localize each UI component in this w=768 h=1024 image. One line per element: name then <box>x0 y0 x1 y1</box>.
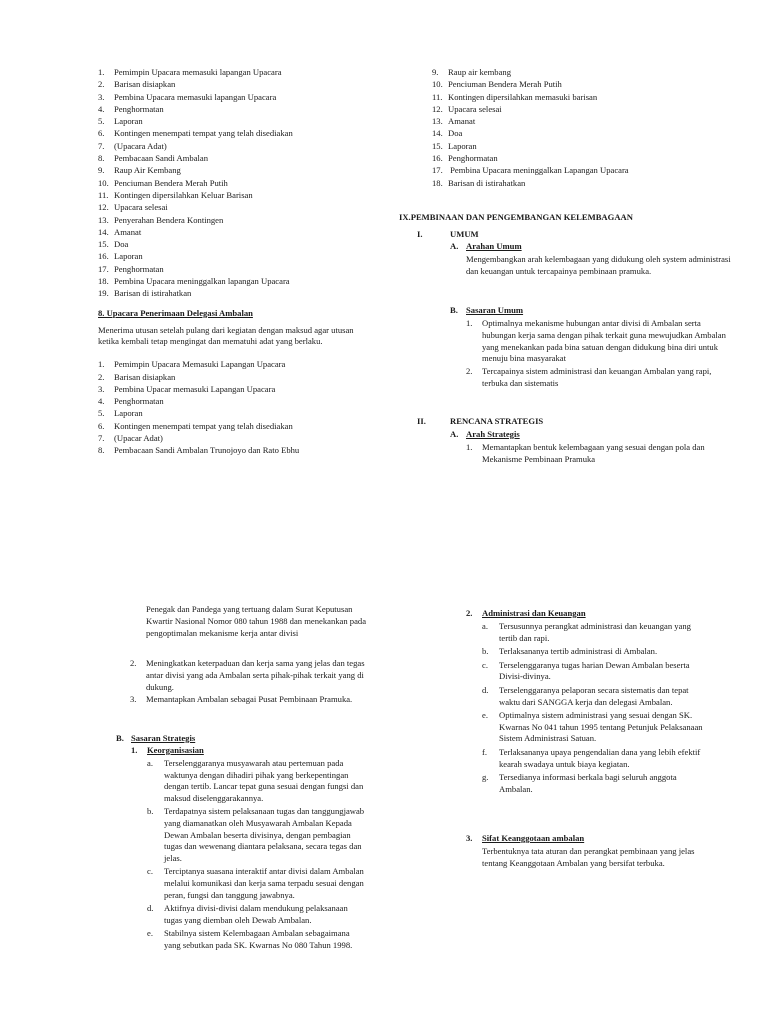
list-item-number: 14. <box>432 128 443 139</box>
sub-list-item <box>482 621 706 644</box>
list-item-number: 13. <box>98 214 109 225</box>
list-item-number: 6. <box>98 420 105 431</box>
sub-list-item <box>482 710 706 745</box>
section-ii-number: II. <box>417 416 426 426</box>
list-item-text: Pembina Upacar memasuki Lapangan Upacara <box>114 383 276 394</box>
list-item-text: Barisan disiapkan <box>114 371 176 382</box>
sub-list-marker: b. <box>147 806 154 817</box>
list-item-number: 4. <box>98 396 105 407</box>
list-item-text: (Upacara Adat) <box>114 140 167 151</box>
sub-list-item <box>482 660 706 683</box>
list-item <box>98 238 366 250</box>
list-item-text: Pemimpin Upacara Memasuki Lapangan Upacara <box>114 359 286 370</box>
list-item-number: 2. <box>466 366 473 377</box>
list-item <box>130 658 368 693</box>
list-item-text: Pemimpin Upacara memasuki lapangan Upacara <box>114 67 282 77</box>
list-item <box>466 366 731 390</box>
keorganisasian-label: 1. <box>131 745 138 755</box>
sasaran-umum-title: Sasaran Umum <box>466 305 524 315</box>
list-item-number: 4. <box>98 103 105 114</box>
list-item-number: 13. <box>432 116 443 127</box>
list-item-number: 5. <box>98 408 105 419</box>
sub-list-marker: a. <box>147 758 153 768</box>
section-i-number: I. <box>417 229 423 239</box>
sub-list-marker: c. <box>482 659 488 670</box>
list-item <box>466 442 731 466</box>
section8-paragraph: Menerima utusan setelah pulang dari kegiatan dengan maksud agar utusan ketika kembali tetap mengingat dan mematuhi adat yang berlaku. <box>98 324 354 347</box>
list-item <box>432 177 732 189</box>
list-item <box>432 78 732 90</box>
list-item <box>98 383 366 395</box>
list-item-text: Doa <box>114 239 129 250</box>
list-item-number: 15. <box>98 239 109 250</box>
sub-list-marker: c. <box>147 866 153 877</box>
list-item-number: 7. <box>98 433 105 444</box>
list-item-number: 18. <box>432 177 443 188</box>
list-item <box>432 115 732 127</box>
sasaran-strategis-label: B. <box>116 733 124 743</box>
list-item-number: 19. <box>98 288 109 299</box>
keorganisasian-title: Keorganisasian <box>147 745 204 755</box>
list-item-text: Penciuman Bendera Merah Putih <box>448 79 562 90</box>
list-item <box>98 177 366 189</box>
list-item <box>98 432 366 444</box>
list-item-number: 1. <box>466 318 473 328</box>
list-item <box>98 371 366 383</box>
list-item-number: 11. <box>98 189 109 200</box>
keorganisasian-list <box>147 758 368 954</box>
sub-list-text: Terciptanya suasana interaktif antar divisi dalam Ambalan melalui komunikasi dan kerja sama terpadu sesuai dengan peran, fungsi dan tanggung jawabnya. <box>164 866 364 900</box>
list-item-text: Raup Air Kembang <box>114 165 181 176</box>
arahan-umum-title: Arahan Umum <box>466 241 522 251</box>
list-item-number: 3. <box>98 91 105 102</box>
list-item <box>432 66 732 78</box>
list-item-number: 5. <box>98 116 105 127</box>
list-item-number: 2. <box>130 658 137 668</box>
sub-list-marker: d. <box>482 684 489 695</box>
list-item-number: 2. <box>98 79 105 90</box>
list-item-text: Amanat <box>448 116 476 127</box>
list-item-text: Laporan <box>114 116 143 127</box>
list-item-number: 7. <box>98 140 105 151</box>
section-i-title: UMUM <box>450 229 479 239</box>
list-item-text: Penghormatan <box>114 263 164 274</box>
list-item-number: 2. <box>98 371 105 382</box>
list-item-number: 17. <box>98 263 109 274</box>
list-item <box>98 263 366 275</box>
list-item-text: Upacara selesai <box>448 103 502 114</box>
list-item-text: Memantapkan bentuk kelembagaan yang sesuai dengan pola dan Mekanisme Pembinaan Pramuka <box>482 442 705 464</box>
ceremony-list-a <box>98 66 366 300</box>
list-item-number: 10. <box>432 79 443 90</box>
sub-list-item <box>482 772 706 795</box>
sub-list-marker: g. <box>482 772 489 783</box>
sub-list-text: Optimalnya sistem administrasi yang sesuai dengan SK. Kwarnas No 041 tahun 1995 tentang Petunjuk Pelaksanaan Sistem Administrasi Satuan. <box>499 710 703 744</box>
list-item <box>98 358 366 370</box>
ceremony-list-c <box>432 66 732 189</box>
list-item-text: (Upacar Adat) <box>114 433 163 444</box>
list-item-text: Memantapkan Ambalan sebagai Pusat Pembinaan Pramuka. <box>146 694 353 705</box>
sub-list-item <box>147 866 368 901</box>
list-item-text: Pembina Upacara memasuki lapangan Upacara <box>114 91 277 102</box>
arah-strategis-label: A. <box>450 429 459 439</box>
list-item <box>98 214 366 226</box>
list-item <box>98 201 366 213</box>
sub-list-marker: b. <box>482 646 489 657</box>
list-item-text: Laporan <box>114 408 143 419</box>
list-item <box>98 66 366 78</box>
sub-list-text: Tersusunnya perangkat administrasi dan keuangan yang tertib dan rapi. <box>499 621 691 643</box>
administrasi-label: 2. <box>466 608 473 618</box>
list-item <box>432 91 732 103</box>
list-item-text: Tercapainya sistem administrasi dan keuangan Ambalan yang rapi, terbuka dan sistematis <box>482 366 712 388</box>
page1-right-column <box>432 66 732 189</box>
list-item <box>432 127 732 139</box>
sub-list-item <box>147 758 368 804</box>
list-item <box>98 127 366 139</box>
keanggotaan-label: 3. <box>466 833 473 843</box>
sub-list-marker: e. <box>482 710 488 721</box>
sub-list-item <box>482 747 706 770</box>
list-item-text: Laporan <box>448 140 477 151</box>
list-item-number: 1. <box>98 359 105 370</box>
sub-list-item <box>482 685 706 708</box>
arah-strategis-list <box>466 442 731 467</box>
sub-list-item <box>147 928 368 951</box>
list-item <box>98 250 366 262</box>
continued-paragraph: Penegak dan Pandega yang tertuang dalam Surat Keputusan Kwartir Nasional Nomor 080 tahun 1988 dan menekankan pada pengoptimalan mekanisme kerja antar divisi <box>146 604 367 638</box>
sub-list-text: Terselenggaranya tugas harian Dewan Ambalan beserta Divisi-divinya. <box>499 659 690 682</box>
list-item-number: 3. <box>98 383 105 394</box>
list-item <box>98 395 366 407</box>
section8-title: 8. Upacara Penerimaan Delegasi Ambalan <box>98 307 253 318</box>
list-item <box>98 91 366 103</box>
list-item-text: Doa <box>448 128 463 139</box>
list-item <box>98 420 366 432</box>
list-item <box>98 287 366 299</box>
list-item-text: Penghormatan <box>448 153 498 164</box>
list-item-text: Penghormatan <box>114 396 164 407</box>
arahan-umum-paragraph: Mengembangkan arah kelembagaan yang didukung oleh system administrasi dan keuangan untuk tercapainya pembinaan pramuka. <box>466 254 731 276</box>
list-item <box>98 164 366 176</box>
list-item-number: 1. <box>98 67 105 77</box>
list-item-number: 8. <box>98 445 105 456</box>
sub-list-item <box>147 903 368 926</box>
sub-list-text: Terlaksananya tertib administrasi di Ambalan. <box>499 646 658 657</box>
sasaran-strategis-title: Sasaran Strategis <box>131 733 196 743</box>
section-ix-title: IX.PEMBINAAN DAN PENGEMBANGAN KELEMBAGAAN <box>399 212 633 222</box>
list-item-text: Kontingen menempati tempat yang telah disediakan <box>114 128 293 139</box>
list-item <box>98 140 366 152</box>
list-item-number: 15. <box>432 140 443 151</box>
list-item-text: Penghormatan <box>114 103 164 114</box>
list-item-number: 12. <box>98 202 109 213</box>
list-item-text: Barisan disiapkan <box>114 79 176 90</box>
list-item-text: Kontingen dipersilahkan Keluar Barisan <box>114 189 253 200</box>
list-item-number: 10. <box>98 177 109 188</box>
list-item-number: 17. <box>432 165 443 176</box>
list-item-text: Penciuman Bendera Merah Putih <box>114 177 228 188</box>
list-item-text: Laporan <box>114 251 143 262</box>
list-item-text: Amanat <box>114 226 142 237</box>
list-item-number: 9. <box>432 67 439 77</box>
list-item <box>130 694 368 706</box>
administrasi-title: Administrasi dan Keuangan <box>482 608 586 618</box>
list-item-text: Penyerahan Bendera Kontingen <box>114 214 224 225</box>
ceremony-list-b <box>98 358 366 456</box>
sasaran-umum-label: B. <box>450 305 458 315</box>
list-item <box>432 152 732 164</box>
list-item-number: 1. <box>466 442 473 452</box>
list-item <box>432 140 732 152</box>
list-item-text: Barisan di istirahatkan <box>114 288 192 299</box>
list-item-number: 8. <box>98 153 105 164</box>
sub-list-text: Terselenggaranya pelaporan secara sistematis dan tepat waktu dari SANGGA kerja dan delegasi Ambalan. <box>499 684 689 707</box>
list-item <box>432 103 732 115</box>
sasaran-umum-list <box>466 318 731 391</box>
list-item-number: 16. <box>98 251 109 262</box>
list-item-text: Optimalnya mekanisme hubungan antar divisi di Ambalan serta hubungan kerja sama dengan pihak terkait guna mewujudkan Ambalan yang menekankan pada bina satuan dengan didukung bina diri untuk menuju bina masyarakat <box>482 318 726 364</box>
sub-list-text: Terlaksananya upaya pengendalian dana yang lebih efektif kearah swadaya untuk biaya kegiatan. <box>499 746 701 769</box>
list-item-text: Pembacaan Sandi Ambalan Trunojoyo dan Rato Ebhu <box>114 445 300 456</box>
sub-list-marker: d. <box>147 903 154 914</box>
list-item-number: 6. <box>98 128 105 139</box>
sub-list-marker: a. <box>482 621 488 631</box>
list-item-text: Pembina Upacara meninggalkan Lapangan Upacara <box>448 165 629 176</box>
list-item-text: Kontingen dipersilahkan memasuki barisan <box>448 91 598 102</box>
list-item <box>98 103 366 115</box>
keanggotaan-paragraph: Terbentuknya tata aturan dan perangkat pembinaan yang jelas tentang Keanggotaan Ambalan yang bersifat terbuka. <box>482 846 695 868</box>
list-item-text: Raup air kembang <box>448 67 512 77</box>
sub-list-text: Tersedianya informasi berkala bagi seluruh anggota Ambalan. <box>499 772 677 794</box>
arah-strategis-title: Arah Strategis <box>466 429 520 439</box>
list-item-text: Meningkatkan keterpaduan dan kerja sama yang jelas dan tegas antar divisi yang ada Ambalan serta pihak-pihak terkait yang di dukung. <box>146 658 365 692</box>
list-item-number: 14. <box>98 226 109 237</box>
sub-list-text: Stabilnya sistem Kelembagaan Ambalan sebagaimana yang sebutkan pada SK. Kwarnas No 080 Tahun 1998. <box>164 928 353 950</box>
sub-list-item <box>147 806 368 864</box>
list-item-text: Upacara selesai <box>114 202 168 213</box>
list-item <box>98 78 366 90</box>
list-item-number: 11. <box>432 91 443 102</box>
arah-strategis-continued-list <box>130 658 368 707</box>
list-item-number: 3. <box>130 694 137 705</box>
sub-list-text: Aktifnya divisi-divisi dalam mendukung pelaksanaan tugas yang diemban oleh Dewab Ambalan. <box>164 903 348 925</box>
list-item <box>432 164 732 176</box>
list-item <box>98 275 366 287</box>
list-item-text: Pembina Upacara meninggalkan lapangan Upacara <box>114 276 290 287</box>
arahan-umum-label: A. <box>450 241 459 251</box>
sub-list-text: Terdapatnya sistem pelaksanaan tugas dan tanggungjawab yang diamanatkan oleh Musyawarah Ambalan Kepada Dewan Ambalan beserta divisinya, dengan pembagian tugas dan wewenang diantara pelaksana, secara tegas dan jelas. <box>164 806 365 863</box>
sub-list-marker: e. <box>147 928 153 939</box>
list-item <box>98 189 366 201</box>
page1-left-column <box>98 66 366 457</box>
sub-list-marker: f. <box>482 746 488 757</box>
list-item <box>98 226 366 238</box>
keanggotaan-title: Sifat Keanggotaan ambalan <box>482 833 585 843</box>
list-item-number: 9. <box>98 165 105 176</box>
list-item-text: Barisan di istirahatkan <box>448 177 526 188</box>
list-item <box>466 318 731 365</box>
list-item <box>98 407 366 419</box>
section-ii-title: RENCANA STRATEGIS <box>450 416 544 426</box>
list-item-text: Pembacaan Sandi Ambalan <box>114 153 209 164</box>
administrasi-list <box>482 621 706 797</box>
sub-list-item <box>482 646 706 658</box>
list-item-number: 16. <box>432 153 443 164</box>
list-item <box>98 444 366 456</box>
list-item <box>98 115 366 127</box>
list-item-number: 12. <box>432 103 443 114</box>
sub-list-text: Terselenggaranya musyawarah atau pertemuan pada waktunya dengan dihadiri pihak yang berkepentingan dengan tertib. Lancar tepat guna sesuai dengan fungsi dan maksud diselenggarakannya. <box>164 758 364 803</box>
list-item <box>98 152 366 164</box>
list-item-text: Kontingen menempati tempat yang telah disediakan <box>114 420 293 431</box>
list-item-number: 18. <box>98 276 109 287</box>
